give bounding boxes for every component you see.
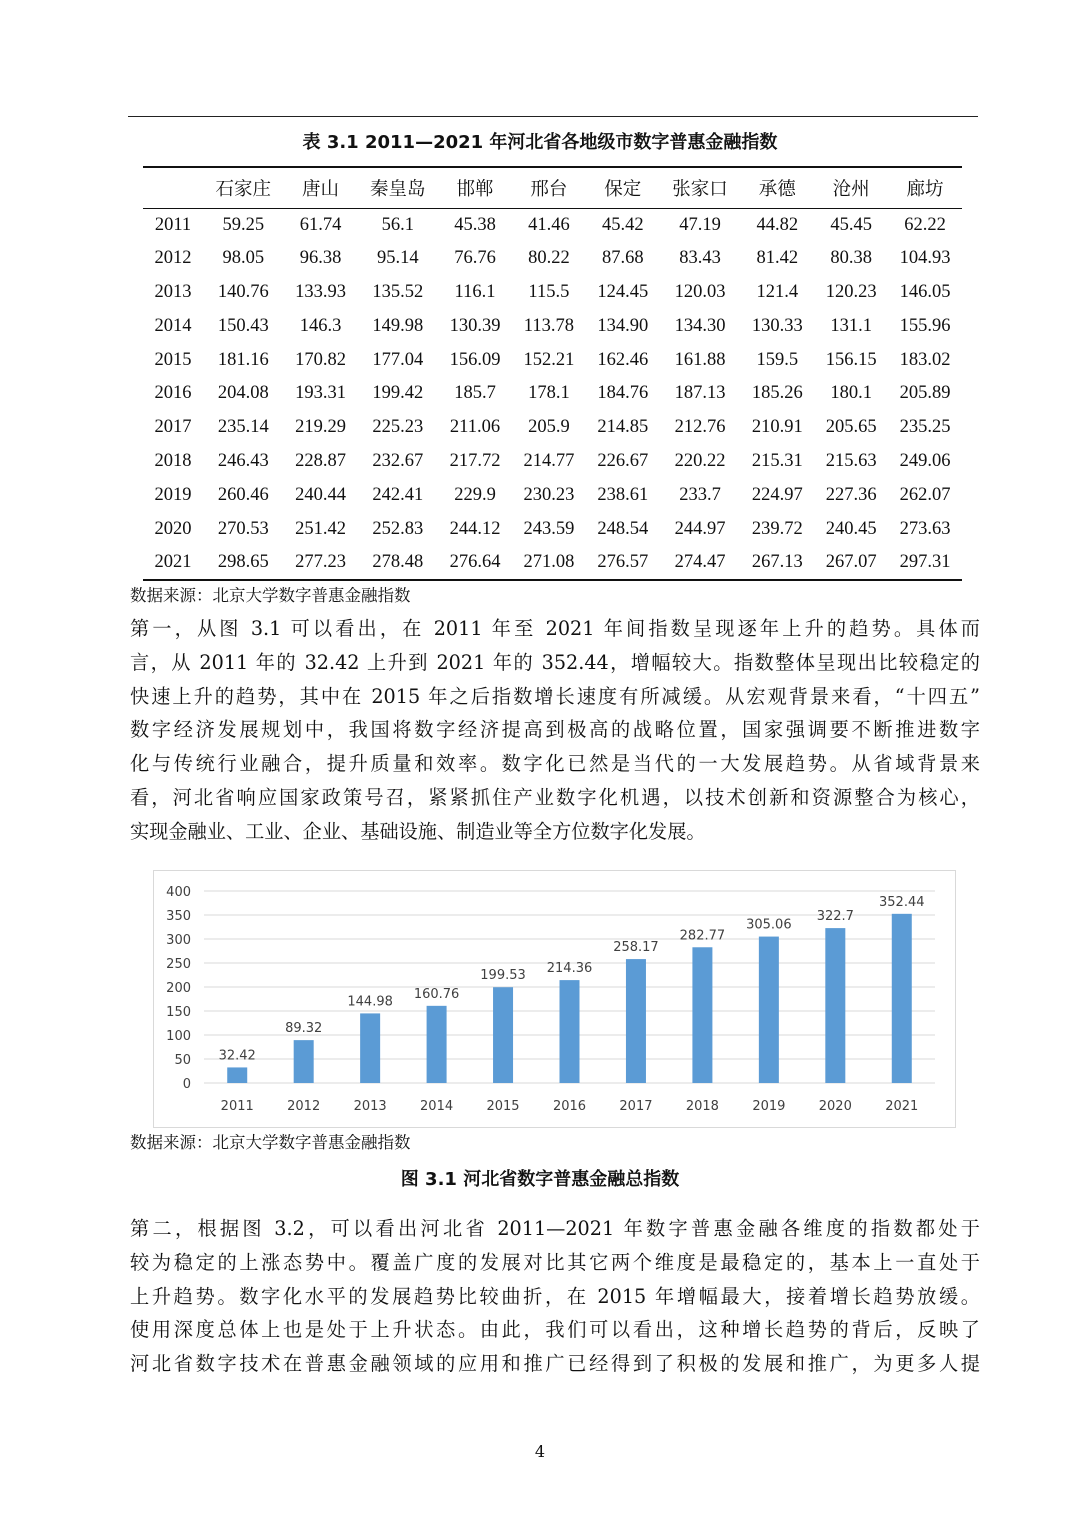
figure-caption: 图 3.1 河北省数字普惠金融总指数 <box>400 1169 680 1190</box>
table-cell: 240.44 <box>295 484 346 505</box>
column-header: 邢台 <box>530 179 568 200</box>
table-cell: 87.68 <box>601 248 644 269</box>
table-body <box>143 208 962 580</box>
paragraph-line: 看，河北省响应国家政策号召，紧紧抓住产业数字化机遇，以技术创新和资源整合为核心， <box>130 785 980 809</box>
y-tick-label: 100 <box>166 1029 191 1044</box>
table-cell: 235.14 <box>217 417 269 438</box>
row-year-cell: 2017 <box>154 417 192 438</box>
paragraph-line: 上升趋势。数字化水平的发展趋势比较曲折，在 2015 年增幅最大，接着增长趋势放缓。 <box>130 1284 980 1308</box>
table-cell: 187.13 <box>674 383 726 404</box>
table-cell: 217.72 <box>449 450 501 471</box>
table-cell: 81.42 <box>756 248 799 269</box>
bar <box>759 937 779 1083</box>
y-tick-label: 50 <box>174 1053 191 1068</box>
table-cell: 56.1 <box>381 214 414 235</box>
table-cell: 219.29 <box>295 417 346 438</box>
table-cell: 224.97 <box>751 484 803 505</box>
bar <box>892 914 912 1083</box>
table-row <box>143 343 962 377</box>
table-cell: 204.08 <box>217 383 269 404</box>
paragraph-line: 第一，从图 3.1 可以看出，在 2011 年至 2021 年间指数呈现逐年上升的趋势。具体而 <box>130 617 980 640</box>
table-cell: 152.21 <box>523 349 575 370</box>
table-cell: 177.04 <box>372 349 424 370</box>
bar <box>692 947 712 1083</box>
table-row <box>143 242 962 276</box>
table-cell: 277.23 <box>295 551 346 572</box>
table-cell: 276.57 <box>597 551 649 572</box>
data-label: 32.42 <box>218 1048 256 1064</box>
table-cell: 246.43 <box>217 450 269 471</box>
table-cell: 155.96 <box>899 315 951 336</box>
table-cell: 235.25 <box>899 417 951 438</box>
table-cell: 45.45 <box>830 214 872 235</box>
y-tick-label: 400 <box>166 885 191 900</box>
bar-chart-frame <box>153 870 956 1128</box>
bar <box>493 987 513 1083</box>
paragraph-line: 河北省数字技术在普惠金融领域的应用和推广已经得到了积极的发展和推广，为更多人提 <box>130 1352 980 1376</box>
table-row <box>143 309 962 343</box>
table-row <box>143 411 962 445</box>
table-cell: 170.82 <box>295 349 346 370</box>
column-header: 唐山 <box>302 179 340 200</box>
table-source-note: 数据来源：北京大学数字普惠金融指数 <box>130 586 411 605</box>
table-cell: 249.06 <box>899 450 951 471</box>
bar <box>294 1040 314 1083</box>
table-cell: 205.89 <box>899 383 951 404</box>
table-cell: 80.38 <box>830 248 872 269</box>
table-cell: 262.07 <box>899 484 951 505</box>
table-cell: 178.1 <box>528 383 570 404</box>
table-cell: 226.67 <box>597 450 649 471</box>
table-cell: 161.88 <box>674 349 726 370</box>
header-rule <box>128 116 978 117</box>
table-cell: 214.77 <box>523 450 575 471</box>
table-cell: 227.36 <box>825 484 877 505</box>
column-header: 邯郸 <box>456 179 494 200</box>
table-cell: 44.82 <box>756 214 799 235</box>
table-cell: 134.90 <box>597 315 649 336</box>
table-cell: 140.76 <box>217 281 269 302</box>
paragraph-line: 言，从 2011 年的 32.42 上升到 2021 年的 352.44，增幅较大。指数整体呈现出比较稳定的 <box>130 650 980 674</box>
column-header: 廊坊 <box>906 179 944 200</box>
table-cell: 104.93 <box>899 248 951 269</box>
row-year-cell: 2016 <box>154 383 192 404</box>
table-cell: 233.7 <box>679 484 721 505</box>
table-cell: 199.42 <box>372 383 424 404</box>
table-cell: 251.42 <box>295 518 346 539</box>
table-cell: 156.15 <box>825 349 877 370</box>
x-tick-label: 2017 <box>619 1099 653 1114</box>
table-cell: 243.59 <box>523 518 575 539</box>
paragraph-line: 快速上升的趋势，其中在 2015 年之后指数增长速度有所减缓。从宏观背景来看，“十四五” <box>130 684 980 708</box>
table-cell: 242.41 <box>372 484 424 505</box>
bar-chart <box>154 871 955 1127</box>
table-cell: 116.1 <box>454 281 496 302</box>
table-cell: 76.76 <box>454 248 496 269</box>
bar <box>560 980 580 1083</box>
table-cell: 193.31 <box>295 383 346 404</box>
data-label: 160.76 <box>413 986 460 1002</box>
table-row <box>143 546 962 580</box>
column-header: 石家庄 <box>215 179 272 200</box>
table-cell: 270.53 <box>217 518 269 539</box>
table-cell: 59.25 <box>222 214 265 235</box>
table-cell: 214.85 <box>597 417 649 438</box>
table-cell: 252.83 <box>372 518 424 539</box>
data-label: 352.44 <box>879 894 925 910</box>
y-tick-label: 200 <box>166 981 191 996</box>
table-cell: 229.9 <box>454 484 496 505</box>
table-cell: 149.98 <box>372 315 424 336</box>
paragraph-line: 第二，根据图 3.2，可以看出河北省 2011—2021 年数字普惠金融各维度的指数都处于 <box>130 1217 980 1240</box>
x-tick-label: 2019 <box>752 1099 786 1114</box>
bar <box>427 1006 447 1083</box>
table-cell: 215.63 <box>825 450 877 471</box>
table-cell: 215.31 <box>751 450 803 471</box>
y-tick-label: 150 <box>166 1005 191 1020</box>
table-cell: 298.65 <box>217 551 269 572</box>
paragraph-line: 数字经济发展规划中，我国将数字经济提高到极高的战略位置，国家强调要不断推进数字 <box>130 718 980 742</box>
paragraph-2 <box>130 1212 980 1381</box>
data-label: 322.7 <box>816 909 854 925</box>
row-year-cell: 2013 <box>154 281 192 302</box>
data-label: 258.17 <box>613 940 659 956</box>
table-cell: 267.13 <box>751 551 803 572</box>
x-tick-label: 2021 <box>885 1099 919 1114</box>
table-cell: 205.9 <box>528 417 570 438</box>
table-cell: 232.67 <box>372 450 424 471</box>
table-cell: 61.74 <box>299 214 342 235</box>
table-cell: 185.7 <box>454 383 496 404</box>
table-cell: 244.12 <box>449 518 501 539</box>
table-cell: 273.63 <box>899 518 951 539</box>
table-cell: 47.19 <box>679 214 721 235</box>
table-row <box>143 377 962 411</box>
column-header: 张家口 <box>672 179 728 200</box>
table-cell: 239.72 <box>751 518 803 539</box>
column-header: 秦皇岛 <box>370 179 426 200</box>
x-tick-label: 2013 <box>353 1099 387 1114</box>
table-cell: 124.45 <box>597 281 649 302</box>
table-cell: 135.52 <box>372 281 424 302</box>
row-year-cell: 2012 <box>154 248 192 269</box>
table-row <box>143 208 962 242</box>
bar <box>360 1013 380 1083</box>
row-year-cell: 2015 <box>154 349 192 370</box>
table-cell: 228.87 <box>295 450 346 471</box>
table-cell: 212.76 <box>674 417 726 438</box>
data-label: 144.98 <box>347 994 393 1010</box>
table-cell: 205.65 <box>825 417 877 438</box>
table-cell: 130.33 <box>751 315 803 336</box>
table-cell: 150.43 <box>217 315 269 336</box>
table-row <box>143 445 962 479</box>
table-cell: 211.06 <box>449 417 501 438</box>
table-header-row <box>143 167 962 208</box>
table-cell: 238.61 <box>597 484 649 505</box>
x-tick-label: 2014 <box>420 1099 454 1114</box>
table-cell: 210.91 <box>751 417 803 438</box>
column-header: 承德 <box>758 179 796 200</box>
row-year-cell: 2014 <box>154 315 192 336</box>
table-cell: 134.30 <box>674 315 726 336</box>
data-label: 305.06 <box>746 917 792 933</box>
table-cell: 83.43 <box>679 248 721 269</box>
table-cell: 45.38 <box>454 214 496 235</box>
table-cell: 220.22 <box>674 450 726 471</box>
bar <box>825 928 845 1083</box>
table-cell: 244.97 <box>674 518 726 539</box>
data-label: 89.32 <box>285 1021 323 1037</box>
y-tick-label: 300 <box>166 933 191 948</box>
table-cell: 98.05 <box>222 248 265 269</box>
table-cell: 248.54 <box>597 518 649 539</box>
index-table <box>143 166 962 581</box>
table-cell: 271.08 <box>523 551 575 572</box>
column-header: 沧州 <box>832 179 870 200</box>
x-tick-label: 2020 <box>818 1099 852 1114</box>
row-year-cell: 2018 <box>154 450 192 471</box>
data-label: 199.53 <box>480 968 526 984</box>
bar <box>626 959 646 1083</box>
table-cell: 278.48 <box>372 551 424 572</box>
paragraph-1 <box>130 612 980 849</box>
table-cell: 183.02 <box>899 349 951 370</box>
table-cell: 120.23 <box>825 281 877 302</box>
table-cell: 185.26 <box>751 383 803 404</box>
table-cell: 115.5 <box>528 281 570 302</box>
data-label: 282.77 <box>679 928 726 944</box>
table-cell: 120.03 <box>674 281 726 302</box>
table-cell: 230.23 <box>523 484 575 505</box>
table-cell: 156.09 <box>449 349 501 370</box>
table-row <box>143 276 962 310</box>
column-header: 保定 <box>604 179 642 200</box>
table-cell: 130.39 <box>449 315 501 336</box>
table-cell: 96.38 <box>299 248 342 269</box>
row-year-cell: 2021 <box>154 551 192 572</box>
table-cell: 162.46 <box>597 349 649 370</box>
figure-source-note: 数据来源：北京大学数字普惠金融指数 <box>130 1133 411 1152</box>
paragraph-line: 实现金融业、工业、企业、基础设施、制造业等全方位数字化发展。 <box>130 819 706 843</box>
table-cell: 267.07 <box>825 551 877 572</box>
table-cell: 133.93 <box>295 281 346 302</box>
table-cell: 146.05 <box>899 281 951 302</box>
table-row <box>143 478 962 512</box>
x-tick-label: 2012 <box>287 1099 321 1114</box>
table-cell: 276.64 <box>449 551 501 572</box>
table-cell: 41.46 <box>528 214 570 235</box>
table-cell: 45.42 <box>601 214 644 235</box>
x-tick-label: 2011 <box>220 1099 254 1114</box>
x-tick-label: 2015 <box>486 1099 520 1114</box>
table-cell: 225.23 <box>372 417 424 438</box>
table-cell: 113.78 <box>523 315 574 336</box>
table-title: 表 3.1 2011—2021 年河北省各地级市数字普惠金融指数 <box>302 132 778 153</box>
table-corner-cell <box>143 167 203 208</box>
table-cell: 180.1 <box>830 383 872 404</box>
y-tick-label: 0 <box>182 1077 191 1092</box>
table-cell: 274.47 <box>674 551 726 572</box>
table-cell: 260.46 <box>217 484 269 505</box>
x-tick-label: 2018 <box>685 1099 719 1114</box>
page-number: 4 <box>534 1442 546 1461</box>
y-tick-label: 350 <box>166 909 191 924</box>
table-cell: 184.76 <box>597 383 649 404</box>
paragraph-line: 使用深度总体上也是处于上升状态。由此，我们可以看出，这种增长趋势的背后，反映了 <box>130 1318 980 1342</box>
x-tick-label: 2016 <box>552 1099 587 1114</box>
table-cell: 240.45 <box>825 518 877 539</box>
row-year-cell: 2011 <box>154 214 192 235</box>
table-cell: 297.31 <box>899 551 951 572</box>
table-cell: 80.22 <box>528 248 570 269</box>
paragraph-line: 较为稳定的上涨态势中。覆盖广度的发展对比其它两个维度是最稳定的，基本上一直处于 <box>130 1250 980 1274</box>
table-row <box>143 512 962 546</box>
table-cell: 121.4 <box>756 281 799 302</box>
row-year-cell: 2020 <box>154 518 192 539</box>
paragraph-line: 化与传统行业融合，提升质量和效率。数字化已然是当代的一大发展趋势。从省域背景来 <box>130 752 980 776</box>
table-cell: 159.5 <box>756 349 799 370</box>
table-cell: 95.14 <box>376 248 419 269</box>
bar <box>227 1067 247 1083</box>
data-label: 214.36 <box>546 961 593 977</box>
row-year-cell: 2019 <box>154 484 192 505</box>
table-cell: 146.3 <box>299 315 342 336</box>
table-cell: 181.16 <box>217 349 269 370</box>
y-tick-label: 250 <box>166 957 191 972</box>
table-cell: 131.1 <box>830 315 872 336</box>
table-cell: 62.22 <box>904 214 946 235</box>
